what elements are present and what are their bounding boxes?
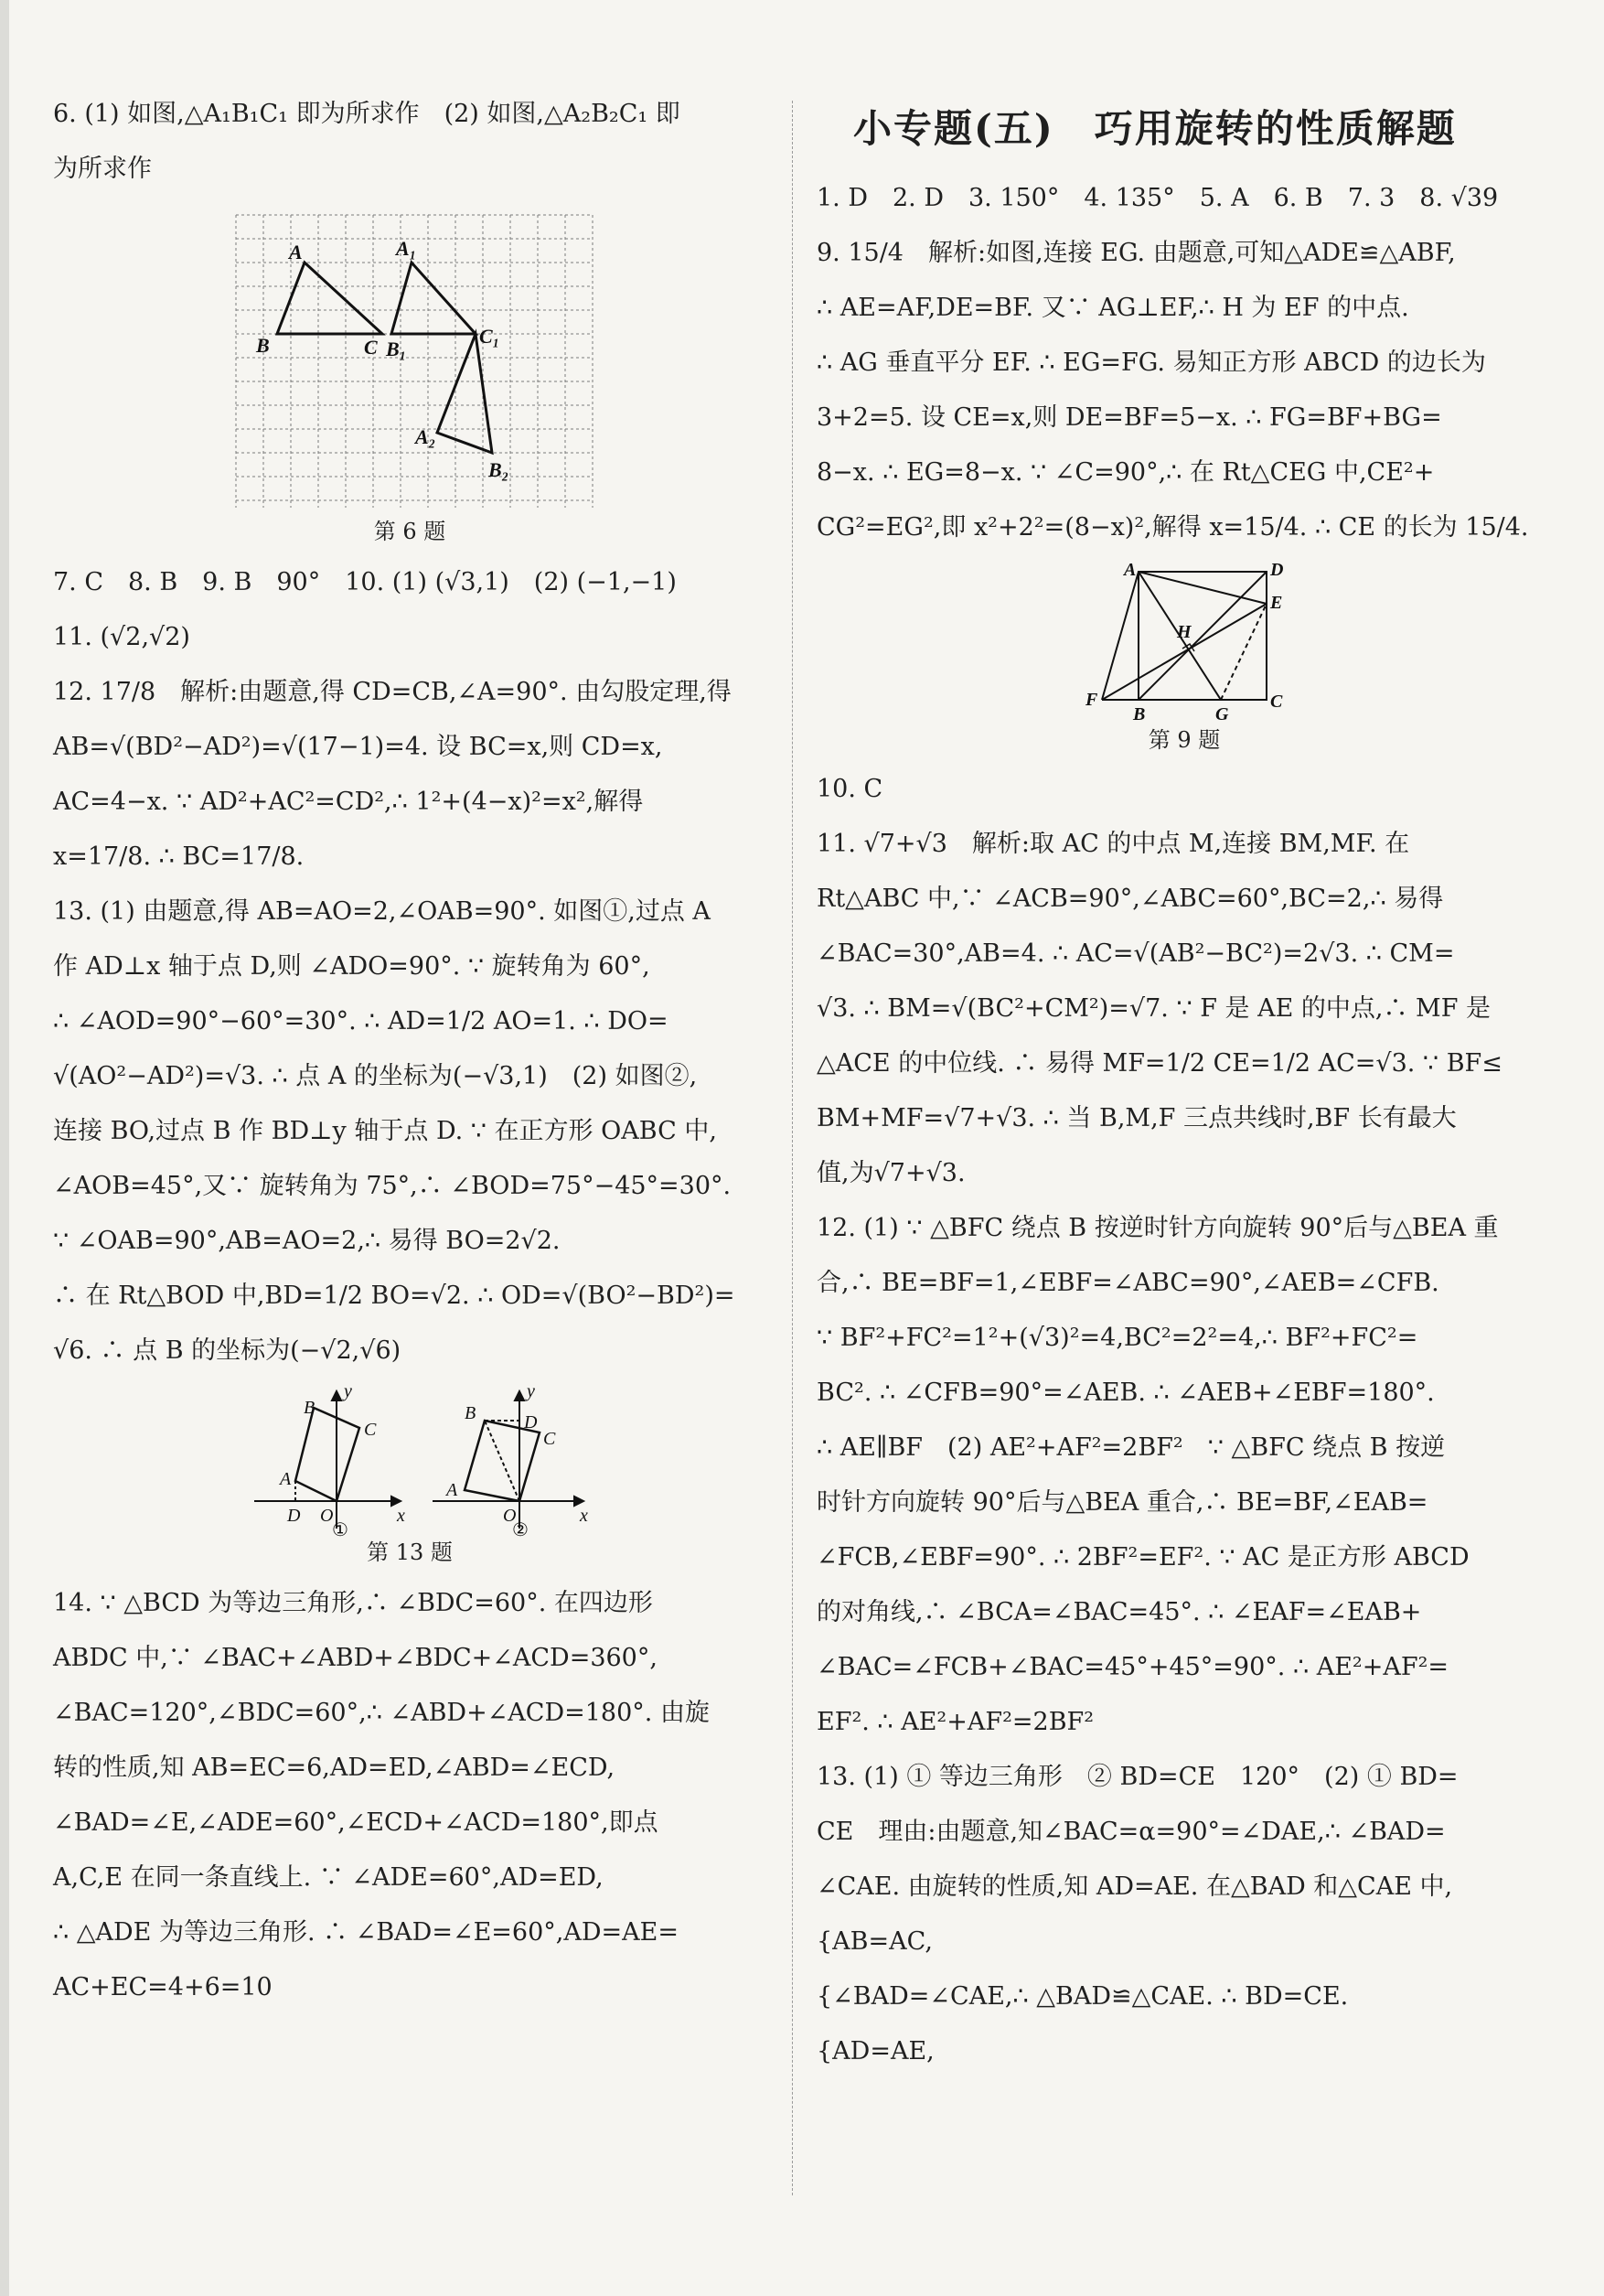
- answer-line: √(AO²−AD²)=√3. ∴ 点 A 的坐标为(−√3,1) (2) 如图②,: [53, 1062, 698, 1090]
- figure-9-svg: [1084, 561, 1285, 725]
- answer-line: 7. C 8. B 9. B 90° 10. (1) (√3,1) (2) (−1,−1): [53, 568, 677, 596]
- answer-line: ∠CAE. 由旋转的性质,知 AD=AE. 在△BAD 和△CAE 中,: [817, 1872, 1453, 1901]
- fig6-label-b2: B₂: [488, 458, 509, 481]
- answer-line: ∠BAC=∠FCB+∠BAC=45°+45°=90°. ∴ AE²+AF²=: [817, 1653, 1449, 1681]
- answer-line: ∠BAC=120°,∠BDC=60°,∴ ∠ABD+∠ACD=180°. 由旋: [53, 1699, 710, 1727]
- page-edge-shadow: [0, 0, 9, 2296]
- answer-line: 10. C: [817, 775, 883, 803]
- column-divider: [792, 101, 793, 2195]
- fig9-label-e: E: [1270, 593, 1283, 613]
- answer-line: ∠FCB,∠EBF=90°. ∴ 2BF²=EF². ∵ AC 是正方形 ABCD: [817, 1543, 1470, 1572]
- figure-9: [817, 561, 1552, 755]
- fig13-label-x2: x: [580, 1506, 588, 1526]
- figure-6-svg: [218, 206, 602, 517]
- right-column: [817, 87, 1552, 2079]
- answer-line: {∠BAD=∠CAE,∴ △BAD≌△CAE. ∴ BD=CE.: [817, 1982, 1349, 2011]
- answer-line: ∴ AE∥BF (2) AE²+AF²=2BF² ∵ △BFC 绕点 B 按逆: [817, 1433, 1446, 1462]
- answer-line: ∴ △ADE 为等边三角形. ∴ ∠BAD=∠E=60°,AD=AE=: [53, 1918, 679, 1947]
- fig13-label-b2: B: [465, 1403, 476, 1423]
- fig13-label-o1: O: [320, 1506, 334, 1526]
- answer-line: 13. (1) ① 等边三角形 ② BD=CE 120° (2) ① BD=: [817, 1763, 1459, 1791]
- answer-line: A,C,E 在同一条直线上. ∵ ∠ADE=60°,AD=ED,: [53, 1863, 604, 1892]
- answer-line: 连接 BO,过点 B 作 BD⊥y 轴于点 D. ∵ 在正方形 OABC 中,: [53, 1117, 717, 1145]
- section-title: 小专题(五) 巧用旋转的性质解题: [853, 106, 1457, 151]
- figure-13-svg: [218, 1382, 602, 1538]
- figure-13-caption: 第 13 题: [367, 1540, 453, 1565]
- fig13-label-b1: B: [304, 1398, 315, 1418]
- fig9-label-a: A: [1124, 561, 1137, 580]
- fig9-label-c: C: [1270, 692, 1283, 712]
- answer-line: {AD=AE,: [817, 2037, 935, 2065]
- left-column: [53, 87, 766, 2015]
- answer-line: Rt△ABC 中,∵ ∠ACB=90°,∠ABC=60°,BC=2,∴ 易得: [817, 885, 1444, 913]
- fig13-label-x1: x: [397, 1506, 405, 1526]
- fig13-label-c1: C: [364, 1420, 377, 1440]
- fig6-label-c: C: [364, 336, 378, 359]
- answer-line: BM+MF=√7+√3. ∴ 当 B,M,F 三点共线时,BF 长有最大: [817, 1104, 1457, 1132]
- answer-line: ∠BAC=30°,AB=4. ∴ AC=√(AB²−BC²)=2√3. ∴ CM=: [817, 939, 1455, 968]
- answer-line: 作 AD⊥x 轴于点 D,则 ∠ADO=90°. ∵ 旋转角为 60°,: [53, 952, 650, 981]
- answer-line: △ACE 的中位线. ∴ 易得 MF=1/2 CE=1/2 AC=√3. ∵ BF≤: [817, 1049, 1502, 1078]
- triangle-abc: [277, 263, 382, 334]
- answer-line: ∵ BF²+FC²=1²+(√3)²=4,BC²=2²=4,∴ BF²+FC²=: [817, 1324, 1418, 1352]
- fig6-label-b1: B₁: [386, 338, 407, 360]
- answer-line: 8−x. ∴ EG=8−x. ∵ ∠C=90°,∴ 在 Rt△CEG 中,CE²+: [817, 458, 1435, 487]
- triangle-a1b1c1: [391, 263, 476, 334]
- answer-line: 为所求作: [53, 155, 152, 183]
- fig13-label-y2: y: [527, 1382, 535, 1401]
- answer-line: ∴ 在 Rt△BOD 中,BD=1/2 BO=√2. ∴ OD=√(BO²−BD²)=: [53, 1282, 735, 1310]
- fig9-label-f: F: [1085, 690, 1098, 710]
- fig6-label-a: A: [289, 241, 303, 263]
- fig9-label-h: H: [1177, 622, 1192, 642]
- answer-line: 11. √7+√3 解析:取 AC 的中点 M,连接 BM,MF. 在: [817, 830, 1410, 858]
- fig6-label-a2: A₂: [415, 425, 436, 448]
- answer-line: x=17/8. ∴ BC=17/8.: [53, 842, 305, 871]
- fig9-label-b: B: [1133, 704, 1146, 724]
- answer-line: EF². ∴ AE²+AF²=2BF²: [817, 1708, 1095, 1736]
- figure-6: [53, 206, 766, 546]
- figure-9-caption: 第 9 题: [1148, 727, 1221, 753]
- fig13-circle-2: ②: [512, 1518, 529, 1538]
- answer-line: 12. 17/8 解析:由题意,得 CD=CB,∠A=90°. 由勾股定理,得: [53, 678, 732, 706]
- fig6-label-b: B: [256, 334, 270, 357]
- fig13-label-d2: D: [524, 1412, 538, 1432]
- figure-6-caption: 第 6 题: [373, 519, 446, 544]
- fig13-circle-1: ①: [332, 1518, 348, 1538]
- fig13-label-d1: D: [287, 1506, 301, 1526]
- figure-13: [53, 1382, 766, 1567]
- answer-line: BC². ∴ ∠CFB=90°=∠AEB. ∴ ∠AEB+∠EBF=180°.: [817, 1379, 1435, 1407]
- answer-line: ∵ ∠OAB=90°,AB=AO=2,∴ 易得 BO=2√2.: [53, 1227, 561, 1255]
- answer-line: AB=√(BD²−AD²)=√(17−1)=4. 设 BC=x,则 CD=x,: [53, 733, 663, 761]
- fig13-label-a2: A: [446, 1480, 458, 1500]
- answer-line: √6. ∴ 点 B 的坐标为(−√2,√6): [53, 1336, 401, 1365]
- answer-line: CE 理由:由题意,知∠BAC=α=90°=∠DAE,∴ ∠BAD=: [817, 1818, 1446, 1846]
- answer-line: ∴ ∠AOD=90°−60°=30°. ∴ AD=1/2 AO=1. ∴ DO=: [53, 1007, 668, 1035]
- answer-line: 12. (1) ∵ △BFC 绕点 B 按逆时针方向旋转 90°后与△BEA 重: [817, 1214, 1499, 1242]
- answer-line: 的对角线,∴ ∠BCA=∠BAC=45°. ∴ ∠EAF=∠EAB+: [817, 1598, 1422, 1626]
- answer-line: 值,为√7+√3.: [817, 1159, 966, 1187]
- fig9-label-g: G: [1215, 704, 1229, 724]
- answer-line: ∠BAD=∠E,∠ADE=60°,∠ECD+∠ACD=180°,即点: [53, 1808, 658, 1837]
- answer-line: 3+2=5. 设 CE=x,则 DE=BF=5−x. ∴ FG=BF+BG=: [817, 403, 1442, 432]
- answer-line: 转的性质,知 AB=EC=6,AD=ED,∠ABD=∠ECD,: [53, 1754, 615, 1782]
- answer-line: 9. 15/4 解析:如图,连接 EG. 由题意,可知△ADE≌△ABF,: [817, 239, 1456, 267]
- fig13-label-y1: y: [344, 1382, 352, 1401]
- answer-line: {AB=AC,: [817, 1927, 933, 1956]
- answer-line: 时针方向旋转 90°后与△BEA 重合,∴ BE=BF,∠EAB=: [817, 1488, 1428, 1517]
- fig13-label-o2: O: [503, 1506, 517, 1526]
- answer-line: AC+EC=4+6=10: [53, 1973, 273, 2001]
- answer-line: √3. ∴ BM=√(BC²+CM²)=√7. ∵ F 是 AE 的中点,∴ MF 是: [817, 994, 1492, 1023]
- answer-line: 13. (1) 由题意,得 AB=AO=2,∠OAB=90°. 如图①,过点 A: [53, 897, 711, 926]
- answer-line: ∠AOB=45°,又∵ 旋转角为 75°,∴ ∠BOD=75°−45°=30°.: [53, 1172, 732, 1200]
- answer-line: CG²=EG²,即 x²+2²=(8−x)²,解得 x=15/4. ∴ CE 的长为 15/4.: [817, 513, 1529, 542]
- fig13-label-c2: C: [543, 1429, 556, 1449]
- triangle-a2b2c1: [437, 334, 492, 453]
- fig13-label-a1: A: [280, 1469, 292, 1489]
- answer-line: 6. (1) 如图,△A₁B₁C₁ 即为所求作 (2) 如图,△A₂B₂C₁ 即: [53, 100, 680, 128]
- fig6-label-c1: C₁: [479, 325, 500, 348]
- answer-line: ∴ AG 垂直平分 EF. ∴ EG=FG. 易知正方形 ABCD 的边长为: [817, 349, 1486, 377]
- answer-line: ABDC 中,∵ ∠BAC+∠ABD+∠BDC+∠ACD=360°,: [53, 1644, 658, 1672]
- fig9-label-d: D: [1270, 561, 1284, 580]
- answer-line: AC=4−x. ∵ AD²+AC²=CD²,∴ 1²+(4−x)²=x²,解得: [53, 788, 644, 816]
- answer-line: 合,∴ BE=BF=1,∠EBF=∠ABC=90°,∠AEB=∠CFB.: [817, 1269, 1439, 1297]
- fig6-label-a1: A₁: [396, 237, 417, 260]
- answer-line: 11. (√2,√2): [53, 623, 190, 651]
- answer-line: 14. ∵ △BCD 为等边三角形,∴ ∠BDC=60°. 在四边形: [53, 1589, 653, 1617]
- answer-line: ∴ AE=AF,DE=BF. 又∵ AG⊥EF,∴ H 为 EF 的中点.: [817, 294, 1409, 322]
- answer-line: 1. D 2. D 3. 150° 4. 135° 5. A 6. B 7. 3 8. √39: [817, 184, 1499, 212]
